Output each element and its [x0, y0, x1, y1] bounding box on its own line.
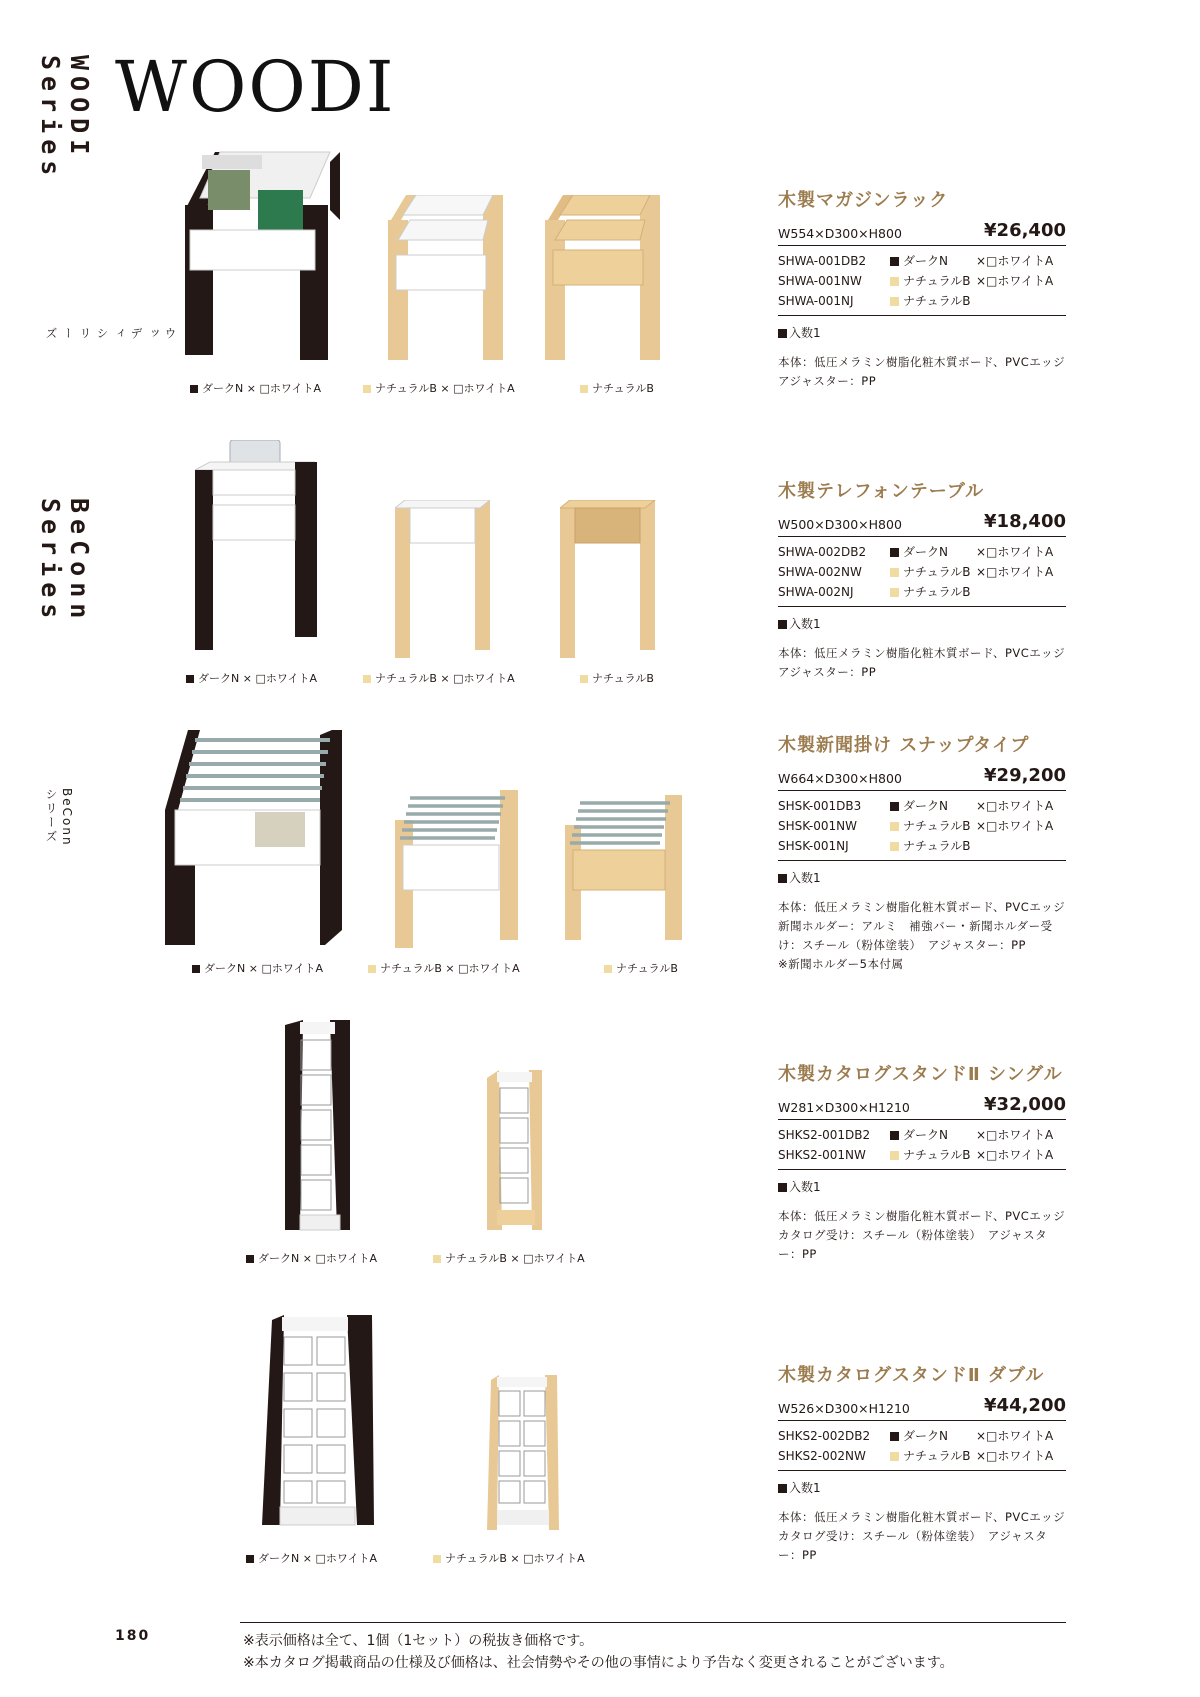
variant-row: SHWA-002NJ ナチュラルB: [778, 585, 971, 599]
catalog-stand-single-dark-image: [285, 1020, 355, 1235]
magazine-rack-natural-white-image: [388, 195, 508, 365]
caption-telephone-dark: ダークN × □ホワイトA: [186, 670, 317, 686]
variant-list: [778, 1421, 1066, 1471]
caption-telephone-natural: ナチュラルB: [580, 670, 654, 686]
product-size: W554×D300×H800: [778, 226, 902, 241]
product-info-magazine-rack: [778, 186, 1078, 391]
product-price: ¥29,200: [984, 765, 1066, 786]
product-title: 木製カタログスタンドⅡ ダブル: [778, 1365, 1045, 1386]
caption-magazine-natural-white: ナチュラルB × □ホワイトA: [363, 380, 515, 396]
page-number: 180: [115, 1628, 151, 1644]
product-size: W664×D300×H800: [778, 771, 902, 786]
telephone-table-natural-image: [560, 500, 660, 660]
catalog-stand-double-dark-image: [262, 1315, 377, 1530]
telephone-table-natural-white-image: [395, 500, 495, 660]
newspaper-rack-natural-white-image: [395, 790, 525, 950]
catalog-stand-single-natural-image: [487, 1070, 547, 1235]
product-info-telephone-table: [778, 477, 1078, 682]
caption-newspaper-natural-white: ナチュラルB × □ホワイトA: [368, 960, 520, 976]
caption-catalog-double-natural-white: ナチュラルB × □ホワイトA: [433, 1550, 585, 1566]
variant-row: SHKS2-001DB2 ダークN ×□ホワイトA: [778, 1128, 1054, 1142]
product-size: W526×D300×H1210: [778, 1401, 910, 1416]
caption-telephone-natural-white: ナチュラルB × □ホワイトA: [363, 670, 515, 686]
variant-row: SHWA-001NJ ナチュラルB: [778, 294, 971, 308]
material-text: 本体：低圧メラミン樹脂化粧木質ボード、PVCエッジ アジャスター：PP: [778, 646, 1078, 679]
variant-list: [778, 246, 1066, 316]
variant-row: SHWA-002DB2 ダークN ×□ホワイトA: [778, 545, 1054, 559]
caption-catalog-double-dark: ダークN × □ホワイトA: [246, 1550, 377, 1566]
footer-note-disclaimer: ※本カタログ掲載商品の仕様及び価格は、社会情勢やその他の事情により予告なく変更されることがございます。: [243, 1655, 954, 1671]
size-price-row: [778, 220, 1066, 246]
catalog-stand-double-natural-image: [487, 1375, 562, 1535]
series-label-beconn: BeConn Series: [36, 498, 94, 625]
variant-row: SHWA-001DB2 ダークN ×□ホワイトA: [778, 254, 1054, 268]
variant-row: SHSK-001NW ナチュラルB ×□ホワイトA: [778, 819, 1054, 833]
quantity: 入数1: [778, 615, 1066, 632]
quantity: 入数1: [778, 869, 1066, 886]
quantity: 入数1: [778, 1479, 1066, 1496]
magazine-rack-dark-image: [180, 150, 340, 360]
product-title: 木製マガジンラック: [778, 190, 949, 211]
product-price: ¥32,000: [984, 1094, 1066, 1115]
telephone-table-dark-image: [195, 440, 325, 655]
variant-list: [778, 537, 1066, 607]
product-price: ¥44,200: [984, 1395, 1066, 1416]
material-text: 本体：低圧メラミン樹脂化粧木質ボード、PVCエッジ アジャスター：PP: [778, 355, 1078, 388]
material-text: 本体：低圧メラミン樹脂化粧木質ボード、PVCエッジ カタログ受け：スチール（粉体塗装） アジャスター：PP: [778, 1209, 1078, 1261]
variant-row: SHWA-001NW ナチュラルB ×□ホワイトA: [778, 274, 1054, 288]
caption-catalog-single-natural-white: ナチュラルB × □ホワイトA: [433, 1250, 585, 1266]
variant-row: SHSK-001DB3 ダークN ×□ホワイトA: [778, 799, 1054, 813]
caption-newspaper-dark: ダークN × □ホワイトA: [192, 960, 323, 976]
series-label-woodi: WOODI Series: [36, 55, 94, 182]
footer-note-tax: ※表示価格は全て、1個（1セット）の税抜き価格です。: [243, 1633, 594, 1649]
newspaper-rack-natural-image: [565, 795, 690, 945]
material-text: 本体：低圧メラミン樹脂化粧木質ボード、PVCエッジ カタログ受け：スチール（粉体塗装） アジャスター：PP: [778, 1510, 1078, 1562]
variant-list: [778, 791, 1066, 861]
series-kana-woodi: ウッディシリーズ: [44, 327, 177, 341]
size-price-row: [778, 1094, 1066, 1120]
product-price: ¥26,400: [984, 220, 1066, 241]
size-price-row: [778, 511, 1066, 537]
product-title: 木製テレフォンテーブル: [778, 481, 985, 502]
variant-row: SHKS2-001NW ナチュラルB ×□ホワイトA: [778, 1148, 1054, 1162]
product-size: W500×D300×H800: [778, 517, 902, 532]
variant-list: [778, 1120, 1066, 1170]
newspaper-rack-dark-image: [160, 730, 345, 950]
magazine-rack-natural-image: [545, 195, 665, 365]
variant-row: SHSK-001NJ ナチュラルB: [778, 839, 971, 853]
variant-row: SHKS2-002NW ナチュラルB ×□ホワイトA: [778, 1449, 1054, 1463]
quantity: 入数1: [778, 324, 1066, 341]
series-kana-beconn: BeConnシリーズ: [44, 788, 74, 847]
product-info-newspaper-rack: [778, 731, 1078, 974]
footer-divider: [240, 1622, 1066, 1623]
variant-row: SHWA-002NW ナチュラルB ×□ホワイトA: [778, 565, 1054, 579]
product-info-catalog-stand-single: [778, 1060, 1078, 1264]
size-price-row: [778, 1395, 1066, 1421]
material-note: ※新聞ホルダー5本付属: [778, 957, 904, 971]
quantity: 入数1: [778, 1178, 1066, 1195]
caption-magazine-natural: ナチュラルB: [580, 380, 654, 396]
caption-newspaper-natural: ナチュラルB: [604, 960, 678, 976]
size-price-row: [778, 765, 1066, 791]
caption-magazine-dark: ダークN × □ホワイトA: [190, 380, 321, 396]
variant-row: SHKS2-002DB2 ダークN ×□ホワイトA: [778, 1429, 1054, 1443]
product-price: ¥18,400: [984, 511, 1066, 532]
material-text: 本体：低圧メラミン樹脂化粧木質ボード、PVCエッジ 新聞ホルダー：アルミ 補強バー・新聞ホルダー受け：スチール（粉体塗装） アジャスター：PP ※新聞ホルダー5本付属: [778, 900, 1078, 971]
brand-title: WOODI: [115, 46, 396, 128]
product-title: 木製新聞掛け スナップタイプ: [778, 735, 1030, 756]
product-info-catalog-stand-double: [778, 1361, 1078, 1565]
caption-catalog-single-dark: ダークN × □ホワイトA: [246, 1250, 377, 1266]
product-size: W281×D300×H1210: [778, 1100, 910, 1115]
product-title: 木製カタログスタンドⅡ シングル: [778, 1064, 1063, 1085]
